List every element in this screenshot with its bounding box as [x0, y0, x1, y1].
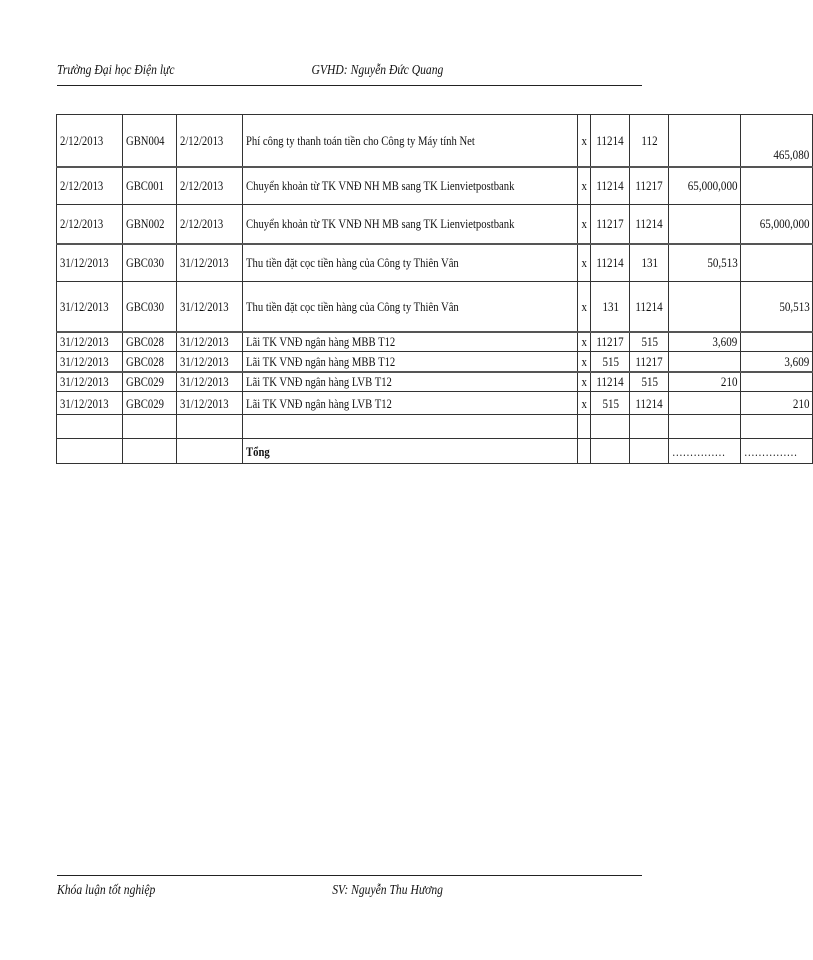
description-cell	[243, 392, 577, 415]
credit-account-cell-text: 515	[641, 334, 658, 350]
blank-cell	[57, 439, 123, 464]
credit-amount-cell-text: 465,080	[773, 146, 810, 162]
entry-date-cell-text: 2/12/2013	[60, 216, 104, 232]
posted-mark-cell-text: x	[581, 255, 587, 271]
debit-amount-cell	[669, 392, 741, 415]
debit-amount-cell	[669, 352, 741, 372]
posted-mark-cell-text: x	[581, 395, 587, 411]
header-rule	[57, 85, 642, 86]
debit-account-cell	[591, 282, 630, 332]
credit-account-cell-text: 11214	[635, 298, 663, 314]
voucher-number-cell-text: GBC029	[126, 374, 165, 390]
posted-mark-cell-text: x	[581, 216, 587, 232]
voucher-number-cell	[123, 332, 177, 352]
credit-amount-cell	[741, 115, 813, 167]
table-row	[57, 205, 813, 244]
footer-rule	[57, 875, 642, 876]
description-cell	[243, 372, 577, 392]
posted-mark-cell	[577, 167, 591, 205]
voucher-date-cell	[177, 282, 243, 332]
voucher-number-cell-text: GBC029	[126, 395, 165, 411]
credit-amount-cell-text: 50,513	[778, 298, 810, 314]
credit-account-cell	[630, 352, 669, 372]
description-cell	[243, 244, 577, 282]
voucher-date-cell	[177, 332, 243, 352]
debit-amount-cell-text: 65,000,000	[687, 178, 738, 194]
credit-account-cell	[630, 167, 669, 205]
voucher-date-cell-text: 31/12/2013	[180, 334, 229, 350]
table-row	[57, 167, 813, 205]
credit-account-cell	[630, 115, 669, 167]
voucher-number-cell	[123, 372, 177, 392]
description-cell	[243, 352, 577, 372]
total-row	[57, 439, 813, 464]
credit-account-cell	[630, 332, 669, 352]
debit-amount-cell	[669, 282, 741, 332]
debit-account-cell	[591, 392, 630, 415]
credit-amount-cell	[741, 352, 813, 372]
table-row	[57, 244, 813, 282]
entry-date-cell	[57, 372, 123, 392]
voucher-date-cell	[177, 115, 243, 167]
total-credit-text: ……………	[744, 443, 798, 459]
debit-amount-cell-text: 3,609	[712, 334, 738, 350]
debit-account-cell-text: 11217	[596, 216, 624, 232]
entry-date-cell	[57, 392, 123, 415]
voucher-date-cell-text: 31/12/2013	[180, 395, 229, 411]
debit-amount-cell-text: 210	[720, 374, 738, 390]
debit-amount-cell	[669, 115, 741, 167]
blank-cell	[123, 439, 177, 464]
voucher-number-cell	[123, 115, 177, 167]
posted-mark-cell	[577, 332, 591, 352]
student-name: SV: Nguyễn Thu Hương	[332, 882, 443, 897]
entry-date-cell-text: 31/12/2013	[60, 298, 109, 314]
debit-account-cell	[591, 115, 630, 167]
debit-account-cell-text: 11214	[596, 178, 624, 194]
voucher-number-cell	[123, 282, 177, 332]
blank-cell	[630, 439, 669, 464]
blank-cell	[591, 415, 630, 439]
entry-date-cell-text: 2/12/2013	[60, 178, 104, 194]
debit-account-cell-text: 11214	[596, 255, 624, 271]
description-cell	[243, 115, 577, 167]
school-name: Trường Đại học Điện lực	[57, 62, 175, 77]
page-header	[57, 62, 561, 84]
posted-mark-cell	[577, 282, 591, 332]
debit-account-cell-text: 11214	[596, 132, 624, 148]
voucher-date-cell	[177, 167, 243, 205]
credit-amount-cell	[741, 372, 813, 392]
credit-account-cell-text: 11214	[635, 216, 663, 232]
total-debit	[669, 439, 741, 464]
posted-mark-cell-text: x	[581, 353, 587, 369]
entry-date-cell	[57, 205, 123, 244]
debit-account-cell	[591, 332, 630, 352]
blank-cell	[669, 415, 741, 439]
credit-amount-cell	[741, 332, 813, 352]
entry-date-cell-text: 31/12/2013	[60, 353, 109, 369]
description-cell	[243, 282, 577, 332]
total-label-text: Tổng	[246, 443, 271, 459]
table-row	[57, 372, 813, 392]
posted-mark-cell	[577, 205, 591, 244]
voucher-number-cell-text: GBC028	[126, 353, 165, 369]
debit-account-cell-text: 131	[601, 298, 619, 314]
credit-amount-cell	[741, 167, 813, 205]
blank-cell	[741, 415, 813, 439]
debit-account-cell	[591, 205, 630, 244]
blank-cell	[57, 415, 123, 439]
credit-account-cell-text: 11217	[635, 178, 663, 194]
posted-mark-cell	[577, 115, 591, 167]
credit-amount-cell	[741, 282, 813, 332]
description-cell-text: Lãi TK VNĐ ngân hàng LVB T12	[246, 395, 393, 411]
blank-cell	[577, 415, 591, 439]
blank-cell	[177, 439, 243, 464]
description-cell	[243, 332, 577, 352]
voucher-date-cell-text: 31/12/2013	[180, 298, 229, 314]
table-row	[57, 392, 813, 415]
voucher-number-cell-text: GBN004	[126, 132, 165, 148]
posted-mark-cell	[577, 372, 591, 392]
voucher-number-cell	[123, 167, 177, 205]
page-footer	[57, 882, 561, 904]
debit-account-cell-text: 11217	[596, 334, 624, 350]
posted-mark-cell	[577, 244, 591, 282]
table-row	[57, 332, 813, 352]
credit-account-cell	[630, 392, 669, 415]
voucher-date-cell-text: 31/12/2013	[180, 374, 229, 390]
entry-date-cell	[57, 115, 123, 167]
description-cell-text: Thu tiền đặt cọc tiền hàng của Công ty Thiên Vân	[246, 298, 460, 314]
credit-account-cell-text: 11214	[635, 395, 663, 411]
credit-amount-cell-text: 3,609	[784, 353, 810, 369]
credit-account-cell	[630, 282, 669, 332]
posted-mark-cell-text: x	[581, 132, 587, 148]
description-cell-text: Lãi TK VNĐ ngân hàng LVB T12	[246, 374, 393, 390]
voucher-date-cell-text: 2/12/2013	[180, 132, 224, 148]
description-cell-text: Chuyển khoản từ TK VNĐ NH MB sang TK Lienvietpostbank	[246, 178, 515, 194]
debit-account-cell	[591, 372, 630, 392]
credit-account-cell-text: 112	[641, 132, 658, 148]
voucher-number-cell-text: GBC028	[126, 334, 165, 350]
blank-row	[57, 415, 813, 439]
debit-amount-cell-text: 50,513	[706, 255, 738, 271]
blank-cell	[577, 439, 591, 464]
posted-mark-cell-text: x	[581, 374, 587, 390]
credit-amount-cell-text: 65,000,000	[759, 216, 810, 232]
voucher-number-cell	[123, 205, 177, 244]
credit-account-cell	[630, 244, 669, 282]
posted-mark-cell-text: x	[581, 334, 587, 350]
voucher-number-cell	[123, 244, 177, 282]
advisor-name: GVHD: Nguyễn Đức Quang	[311, 62, 444, 77]
debit-amount-cell	[669, 244, 741, 282]
voucher-date-cell-text: 31/12/2013	[180, 353, 229, 369]
voucher-date-cell	[177, 244, 243, 282]
voucher-number-cell	[123, 352, 177, 372]
entry-date-cell	[57, 352, 123, 372]
voucher-date-cell-text: 31/12/2013	[180, 255, 229, 271]
debit-amount-cell	[669, 332, 741, 352]
voucher-number-cell	[123, 392, 177, 415]
entry-date-cell	[57, 332, 123, 352]
debit-amount-cell	[669, 167, 741, 205]
entry-date-cell-text: 31/12/2013	[60, 374, 109, 390]
debit-amount-cell	[669, 372, 741, 392]
debit-account-cell	[591, 167, 630, 205]
total-credit	[741, 439, 813, 464]
credit-amount-cell-text: 210	[792, 395, 810, 411]
posted-mark-cell-text: x	[581, 298, 587, 314]
posted-mark-cell	[577, 352, 591, 372]
blank-cell	[243, 415, 577, 439]
credit-amount-cell	[741, 244, 813, 282]
description-cell-text: Thu tiền đặt cọc tiền hàng của Công ty Thiên Vân	[246, 255, 460, 271]
credit-account-cell	[630, 205, 669, 244]
description-cell	[243, 167, 577, 205]
blank-cell	[591, 439, 630, 464]
voucher-number-cell-text: GBC030	[126, 255, 165, 271]
credit-account-cell-text: 515	[641, 374, 658, 390]
debit-account-cell-text: 515	[601, 353, 619, 369]
total-debit-text: ……………	[672, 443, 726, 459]
entry-date-cell	[57, 244, 123, 282]
credit-amount-cell	[741, 205, 813, 244]
voucher-number-cell-text: GBN002	[126, 216, 165, 232]
voucher-date-cell-text: 2/12/2013	[180, 216, 224, 232]
entry-date-cell-text: 2/12/2013	[60, 132, 104, 148]
entry-date-cell	[57, 167, 123, 205]
table-row	[57, 115, 813, 167]
entry-date-cell-text: 31/12/2013	[60, 395, 109, 411]
voucher-date-cell	[177, 392, 243, 415]
document-type: Khóa luận tốt nghiệp	[57, 882, 156, 897]
credit-account-cell-text: 11217	[635, 353, 663, 369]
credit-account-cell	[630, 372, 669, 392]
description-cell	[243, 205, 577, 244]
posted-mark-cell-text: x	[581, 178, 587, 194]
table-row	[57, 352, 813, 372]
ledger-body	[57, 115, 813, 464]
voucher-number-cell-text: GBC001	[126, 178, 165, 194]
posted-mark-cell	[577, 392, 591, 415]
description-cell-text: Lãi TK VNĐ ngân hàng MBB T12	[246, 353, 396, 369]
voucher-date-cell-text: 2/12/2013	[180, 178, 224, 194]
entry-date-cell-text: 31/12/2013	[60, 334, 109, 350]
credit-account-cell-text: 131	[641, 255, 658, 271]
voucher-date-cell	[177, 352, 243, 372]
credit-amount-cell	[741, 392, 813, 415]
blank-cell	[630, 415, 669, 439]
debit-account-cell-text: 11214	[596, 374, 624, 390]
blank-cell	[177, 415, 243, 439]
debit-account-cell-text: 515	[601, 395, 619, 411]
debit-amount-cell	[669, 205, 741, 244]
voucher-number-cell-text: GBC030	[126, 298, 165, 314]
blank-cell	[123, 415, 177, 439]
debit-account-cell	[591, 352, 630, 372]
description-cell-text: Phí công ty thanh toán tiền cho Công ty Máy tính Net	[246, 132, 476, 148]
entry-date-cell	[57, 282, 123, 332]
total-label	[243, 439, 577, 464]
description-cell-text: Chuyển khoản từ TK VNĐ NH MB sang TK Lienvietpostbank	[246, 216, 515, 232]
voucher-date-cell	[177, 372, 243, 392]
debit-account-cell	[591, 244, 630, 282]
table-row	[57, 282, 813, 332]
voucher-date-cell	[177, 205, 243, 244]
description-cell-text: Lãi TK VNĐ ngân hàng MBB T12	[246, 334, 396, 350]
entry-date-cell-text: 31/12/2013	[60, 255, 109, 271]
ledger-table	[56, 114, 813, 464]
